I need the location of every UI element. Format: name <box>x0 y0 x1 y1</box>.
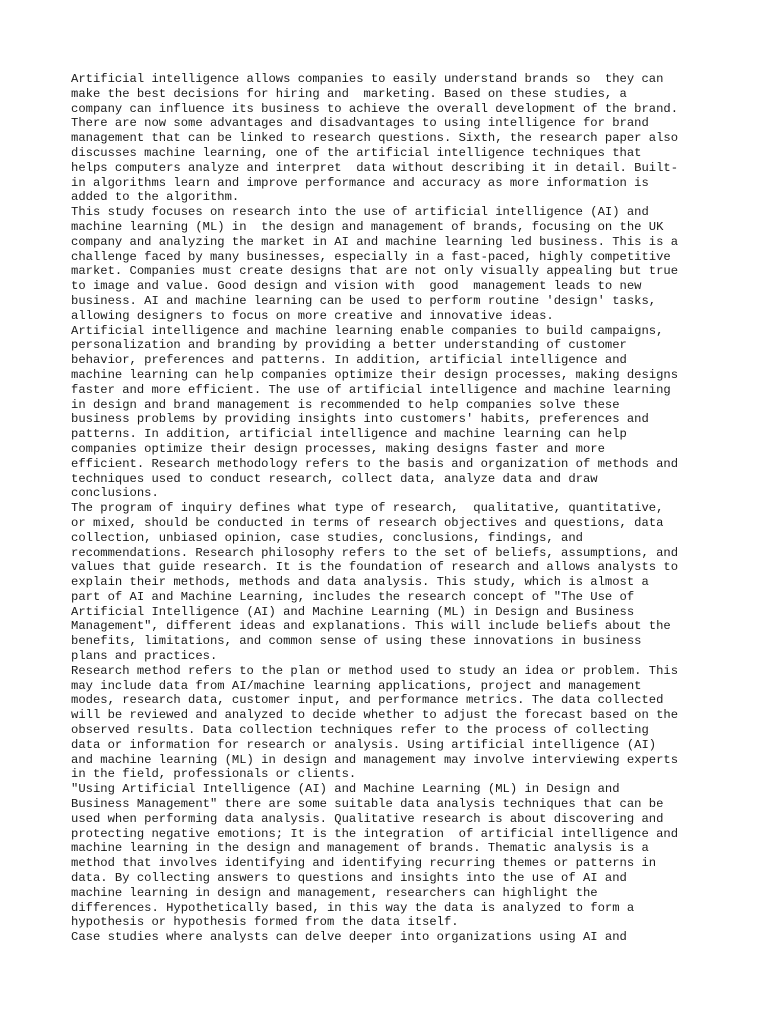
paragraph-ai-brand-understanding: Artificial intelligence allows companies to easily understand brands so they can make the best decisions for hiring and marketing. Based on these studies, a company can influence its business to achieve the overall development of the brand. There are now some advantages and disadvantages to using intelligence for brand management that can be linked to research questions. Sixth, the research paper also discusses machine learning, one of the artificial intelligence techniques that helps computers analyze and interpret data without describing it in detail. Built- in algorithms learn and improve performance and accuracy as more information is added to the algorithm. <box>71 72 679 205</box>
paragraph-research-method: Research method refers to the plan or method used to study an idea or problem. This may include data from AI/machine learning applications, project and management modes, research data, customer input, and performance metrics. The data collected will be reviewed and analyzed to decide whether to adjust the forecast based on the observed results. Data collection techniques refer to the process of collecting data or information for research or analysis. Using artificial intelligence (AI) and machine learning (ML) in design and management may involve interviewing experts in the field, professionals or clients. <box>71 663 679 782</box>
paragraph-study-focus: This study focuses on research into the use of artificial intelligence (AI) and machine learning (ML) in the design and management of brands, focusing on the UK company and analyzing the market in AI and machine learning led business. This is a challenge faced by many businesses, especially in a fast-paced, highly competitive market. Companies must create designs that are not only visually appealing but true to image and value. Good design and vision with good management leads to new business. AI and machine learning can be used to perform routine 'design' tasks, allowing designers to focus on more creative and innovative ideas. <box>71 205 679 323</box>
paragraph-campaigns-personalization: Artificial intelligence and machine learning enable companies to build campaigns, personalization and branding by providing a better understanding of customer behavior, preferences and patterns. In addition, artificial intelligence and machine learning can help companies optimize their design processes, making designs faster and more efficient. The use of artificial intelligence and machine learning in design and brand management is recommended to help companies solve these business problems by providing insights into customers' habits, preferences and patterns. In addition, artificial intelligence and machine learning can help companies optimize their design processes, making designs faster and more efficient. Research methodology refers to the basis and organization of methods and techniques used to conduct research, collect data, analyze data and draw conclusions. <box>71 323 679 501</box>
paragraph-case-studies: Case studies where analysts can delve deeper into organizations using AI and <box>71 930 627 945</box>
document-page <box>71 72 711 945</box>
paragraph-program-of-inquiry: The program of inquiry defines what type of research, qualitative, quantitative, or mixed, should be conducted in terms of research objectives and questions, data collection, unbiased opinion, case studies, conclusions, findings, and recommendations. Research philosophy refers to the set of beliefs, assumptions, and values that guide research. It is the foundation of research and allows analysts to explain their methods, methods and data analysis. This study, which is almost a part of AI and Machine Learning, includes the research concept of "The Use of Artificial Intelligence (AI) and Machine Learning (ML) in Design and Business Management", different ideas and explanations. This will include beliefs about the benefits, limitations, and common sense of using these innovations in business plans and practices. <box>71 501 679 664</box>
paragraph-data-analysis-techniques: "Using Artificial Intelligence (AI) and Machine Learning (ML) in Design and Business Management" there are some suitable data analysis techniques that can be used when performing data analysis. Qualitative research is about discovering and protecting negative emotions; It is the integration of artificial intelligence and machine learning in the design and management of brands. Thematic analysis is a method that involves identifying and identifying recurring themes or patterns in data. By collecting answers to questions and insights into the use of AI and machine learning in design and management, researchers can highlight the differences. Hypothetically based, in this way the data is analyzed to form a hypothesis or hypothesis formed from the data itself. <box>71 782 679 930</box>
